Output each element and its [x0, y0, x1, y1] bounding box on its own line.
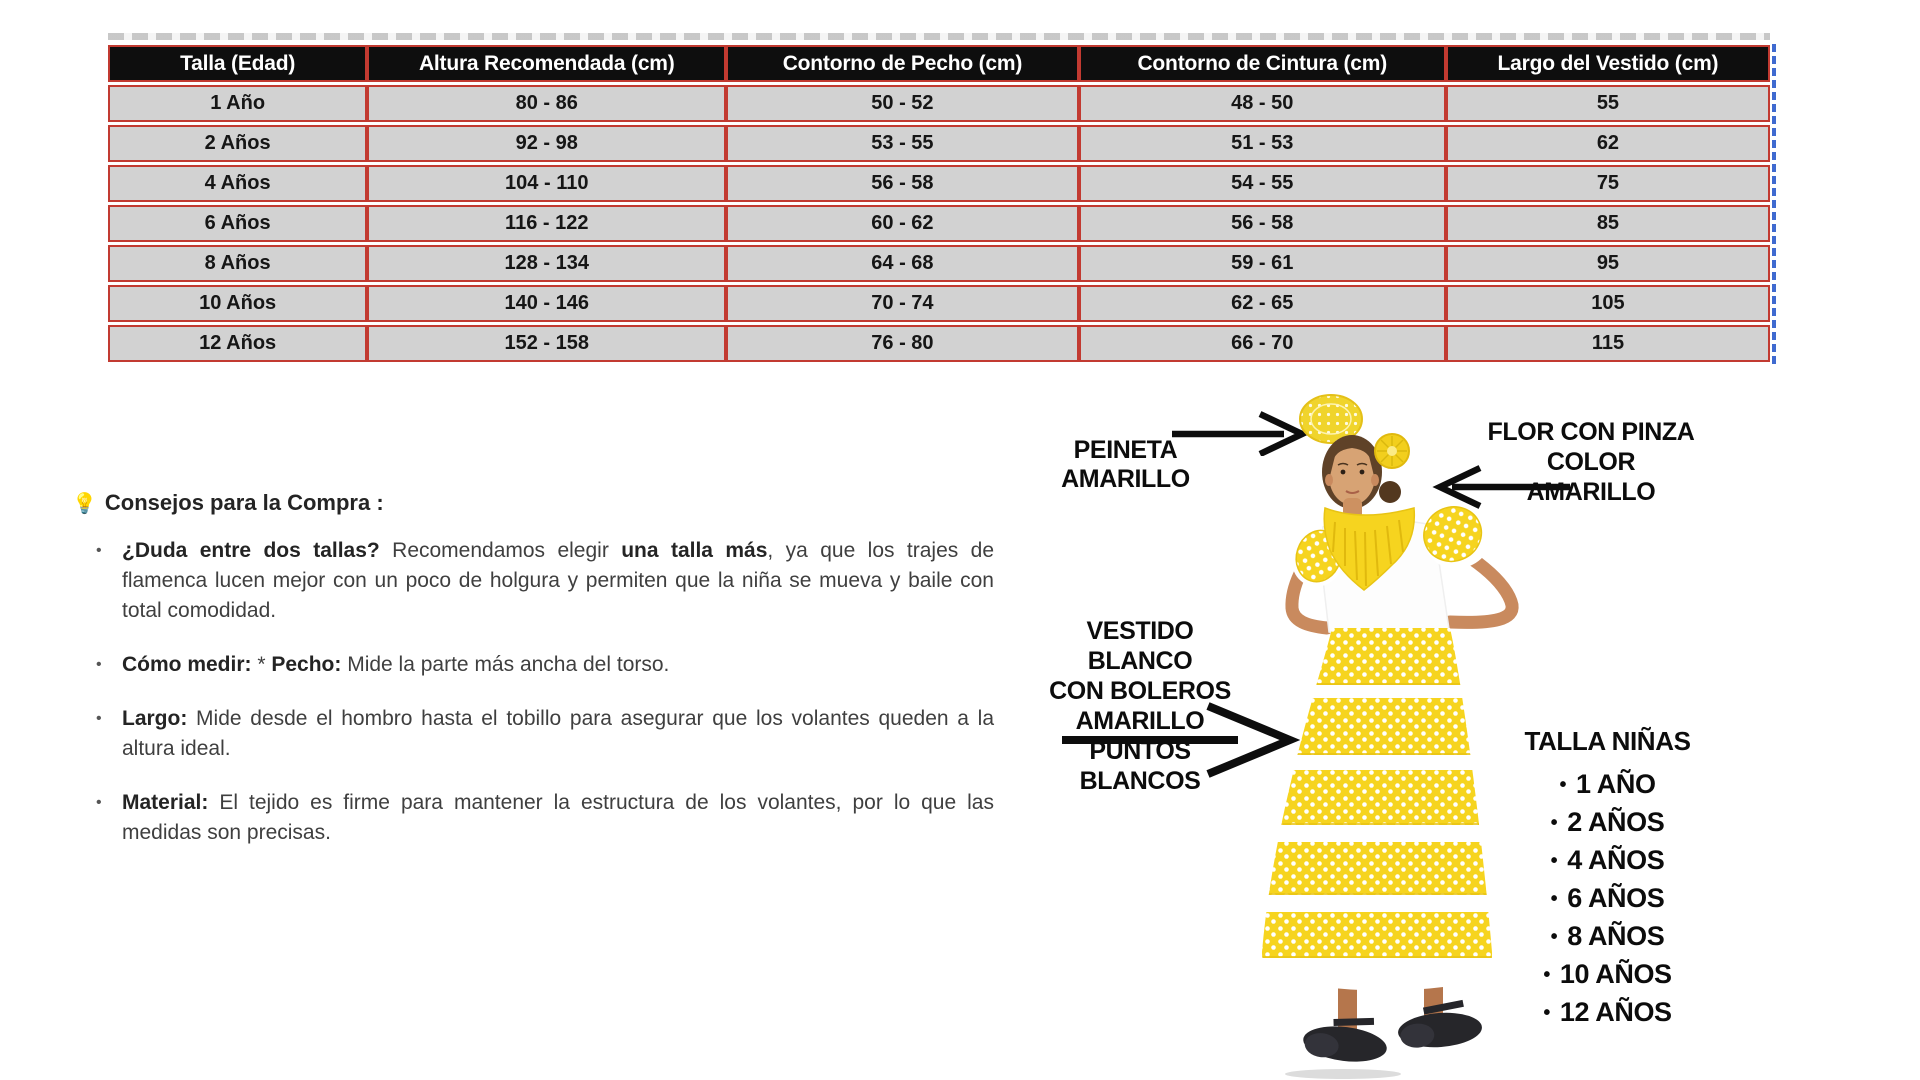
table-cell: 115 — [1446, 325, 1770, 362]
dress-label-line2: CON BOLEROS — [1049, 677, 1231, 705]
girl-face — [1329, 447, 1375, 505]
table-top-dashed-border — [108, 33, 1770, 40]
left-ballet-flat — [1301, 1013, 1390, 1066]
table-cell: 75 — [1446, 165, 1770, 202]
column-header: Contorno de Cintura (cm) — [1079, 45, 1446, 82]
dress-label-line1: VESTIDO BLANCO — [1086, 617, 1194, 675]
table-cell: 8 Años — [108, 245, 367, 282]
bullet-dot: • — [1550, 812, 1558, 834]
table-row — [108, 125, 1770, 162]
table-cell: 85 — [1446, 205, 1770, 242]
table-cell: 128 - 134 — [367, 245, 726, 282]
table-cell: 62 — [1446, 125, 1770, 162]
hair-bun — [1379, 481, 1401, 503]
table-cell: 53 - 55 — [726, 125, 1078, 162]
table-cell: 64 - 68 — [726, 245, 1078, 282]
table-cell: 80 - 86 — [367, 85, 726, 122]
table-cell: 1 Año — [108, 85, 367, 122]
tips-list — [72, 536, 1022, 848]
flamenco-girl-illustration — [1225, 392, 1585, 1080]
size-option-label: 10 AÑOS — [1559, 959, 1672, 989]
size-chart-header — [108, 45, 1770, 82]
table-cell: 76 - 80 — [726, 325, 1078, 362]
flower-clip-label-line2: COLOR AMARILLO — [1526, 448, 1656, 506]
bullet-dot: • — [1550, 888, 1558, 910]
table-cell: 4 Años — [108, 165, 367, 202]
table-cell: 60 - 62 — [726, 205, 1078, 242]
table-cell: 54 - 55 — [1079, 165, 1446, 202]
table-cell: 12 Años — [108, 325, 367, 362]
column-header: Contorno de Pecho (cm) — [726, 45, 1078, 82]
tip-item: • Largo: Mide desde el hombro hasta el tobillo para asegurar que los volantes queden a la altura ideal. — [122, 704, 994, 764]
table-cell: 95 — [1446, 245, 1770, 282]
table-row — [108, 205, 1770, 242]
table-cell: 116 - 122 — [367, 205, 726, 242]
dress-label-line4: BLANCOS — [1079, 767, 1201, 795]
tip-item: • Material: El tejido es firme para mantener la estructura de los volantes, por lo que las medidas son precisas. — [122, 788, 994, 848]
bullet-dot: • — [96, 710, 102, 727]
table-cell: 10 Años — [108, 285, 367, 322]
table-cell: 55 — [1446, 85, 1770, 122]
table-cell: 92 - 98 — [367, 125, 726, 162]
tip-item: • Cómo medir: * Pecho: Mide la parte más ancha del torso. — [122, 650, 994, 680]
polka-dot-skirt — [1225, 628, 1525, 991]
flower-clip-label-line1: FLOR CON PINZA — [1487, 418, 1695, 446]
tips-title-row — [72, 490, 1022, 516]
table-cell: 152 - 158 — [367, 325, 726, 362]
table-cell: 48 - 50 — [1079, 85, 1446, 122]
table-cell: 66 - 70 — [1079, 325, 1446, 362]
peineta-label: PEINETA AMARILLO — [1061, 436, 1190, 493]
table-cell: 56 - 58 — [1079, 205, 1446, 242]
table-cell: 70 - 74 — [726, 285, 1078, 322]
tip-item: • ¿Duda entre dos tallas? Recomendamos elegir una talla más, ya que los trajes de flamenca lucen mejor con un poco de holgura y permiten que la niña se mueva y baile con total comodidad. — [122, 536, 994, 626]
size-option-label: 4 AÑOS — [1567, 845, 1665, 875]
size-chart-table — [108, 42, 1770, 365]
table-row — [108, 325, 1770, 362]
bullet-dot: • — [1559, 774, 1567, 796]
floor-shadow — [1285, 1069, 1401, 1079]
table-cell: 6 Años — [108, 205, 367, 242]
table-cell: 51 - 53 — [1079, 125, 1446, 162]
table-cell: 105 — [1446, 285, 1770, 322]
bullet-dot: • — [96, 542, 102, 559]
column-header: Altura Recomendada (cm) — [367, 45, 726, 82]
lightbulb-icon: 💡 — [72, 493, 97, 515]
table-cell: 62 - 65 — [1079, 285, 1446, 322]
size-option-label: 8 AÑOS — [1567, 921, 1665, 951]
table-cell: 2 Años — [108, 125, 367, 162]
table-row — [108, 85, 1770, 122]
table-cell: 56 - 58 — [726, 165, 1078, 202]
dress-label-line3: AMARILLO PUNTOS — [1075, 707, 1205, 765]
table-row — [108, 245, 1770, 282]
column-header: Talla (Edad) — [108, 45, 367, 82]
size-option-label: 6 AÑOS — [1567, 883, 1665, 913]
tips-title: Consejos para la Compra : — [104, 490, 384, 515]
shopping-tips-section — [72, 490, 1022, 872]
table-cell: 59 - 61 — [1079, 245, 1446, 282]
bullet-dot: • — [1550, 850, 1558, 872]
hair-flower — [1375, 434, 1409, 468]
bullet-dot: • — [96, 794, 102, 811]
bullet-dot: • — [96, 656, 102, 673]
size-option-label: 1 AÑO — [1576, 769, 1656, 799]
sizes-title: TALLA NIÑAS — [1524, 726, 1691, 756]
bullet-dot: • — [1543, 964, 1550, 986]
column-header: Largo del Vestido (cm) — [1446, 45, 1770, 82]
size-option-label: 12 AÑOS — [1559, 997, 1672, 1027]
bullet-dot: • — [1543, 1002, 1550, 1024]
table-cell: 50 - 52 — [726, 85, 1078, 122]
table-right-dashed-border — [1772, 44, 1776, 364]
size-option-label: 2 AÑOS — [1567, 807, 1665, 837]
table-cell: 140 - 146 — [367, 285, 726, 322]
table-cell: 104 - 110 — [367, 165, 726, 202]
bullet-dot: • — [1550, 926, 1558, 948]
right-ballet-flat — [1396, 1002, 1483, 1050]
table-row — [108, 285, 1770, 322]
table-row — [108, 165, 1770, 202]
